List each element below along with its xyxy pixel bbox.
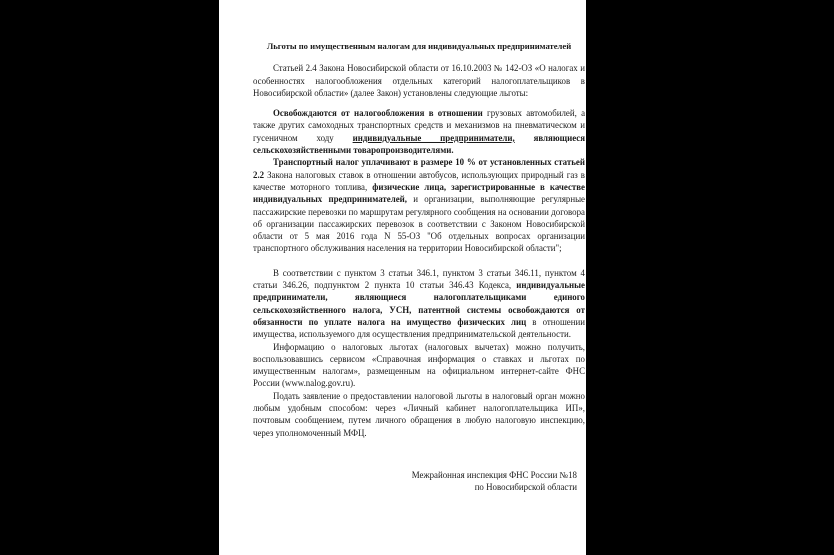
- signature-line-2: по Новосибирской области: [474, 482, 577, 493]
- paragraph-property-tax: [253, 267, 585, 341]
- property-tax-text-2: в отношении имущества, используемого для осуществления предпринимательской деятельности.: [253, 316, 585, 340]
- paragraph-transport-tax: [253, 156, 585, 254]
- exemption-bold-text: Освобождаются от налогообложения в отношении: [273, 108, 483, 119]
- property-tax-text: В соответствии с пунктом 3 статьи 346.1, пунктом 3 статьи 346.11, пунктом 4 статьи 346.26, подпунктом 2 пункта 10 статьи 346.43 Кодекса,: [253, 267, 585, 291]
- exemption-underlined-text: индивидуальные предприниматели,: [352, 132, 515, 143]
- paragraph-exemption: [253, 107, 585, 156]
- exemption-bold-tail: являющиеся сельскохозяйственными товаропроизводителями.: [253, 132, 585, 156]
- paragraph-info-service: Информацию о налоговых льготах (налоговых вычетах) можно получить, воспользовавшись сервисом «Справочная информация о ставках и льготах по имущественным налогам», размещенным на официальном интернет-сайте ФНС России (www.nalog.gov.ru).: [253, 341, 585, 389]
- signature-line-1: Межрайонная инспекция ФНС России №18: [411, 469, 577, 480]
- paragraph-law-reference: Статьей 2.4 Закона Новосибирской области от 16.10.2003 № 142-ОЗ «О налогах и особенностях налогообложения отдельных категорий налогоплательщиков в Новосибирской области» (далее Закон) установлены следующие льготы:: [253, 63, 585, 98]
- property-tax-bold-text: индивидуальные предприниматели, являющиеся налогоплательщиками единого сельскохозяйственного налога, УСН, патентной системы освобождаются от обязанности по уплате налога на имущество физических лиц: [253, 280, 585, 327]
- exemption-text: грузовых автомобилей, а также других самоходных транспортных средств и механизмов на пневматическом и гусеничном ходу: [253, 108, 586, 143]
- transport-tax-bold-text-2: физические лица, зарегистрированные в качестве индивидуальных предпринимателей,: [253, 181, 585, 205]
- transport-tax-text: Закона налоговых ставок в отношении автобусов, использующих природный газ в качестве моторного топлива,: [253, 169, 585, 192]
- transport-tax-bold-text: Транспортный налог уплачивают в размере 10 % от установленных статьей 2.2: [253, 157, 585, 180]
- transport-tax-text-2: и организации, выполняющие регулярные пассажирские перевозки по маршрутам регулярного сообщения на основании договора об организации пассажирских перевозок в соответствии с Законом Новосибирской области от 5 мая 2016 года N 55-ОЗ "Об отдельных вопросах организации транспортного обслуживания населения на территории Новосибирской области";: [253, 194, 585, 254]
- document-body: [253, 40, 585, 494]
- document-title: Льготы по имущественным налогам для индивидуальных предпринимателей: [266, 41, 572, 51]
- paragraph-application: Подать заявление о предоставлении налоговой льготы в налоговый орган можно любым удобным способом: через «Личный кабинет налогоплательщика ИП», почтовым сообщением, путем личного обращения в любую налоговую инспекцию, через уполномоченный МФЦ.: [253, 390, 585, 438]
- document-page: [219, 0, 586, 555]
